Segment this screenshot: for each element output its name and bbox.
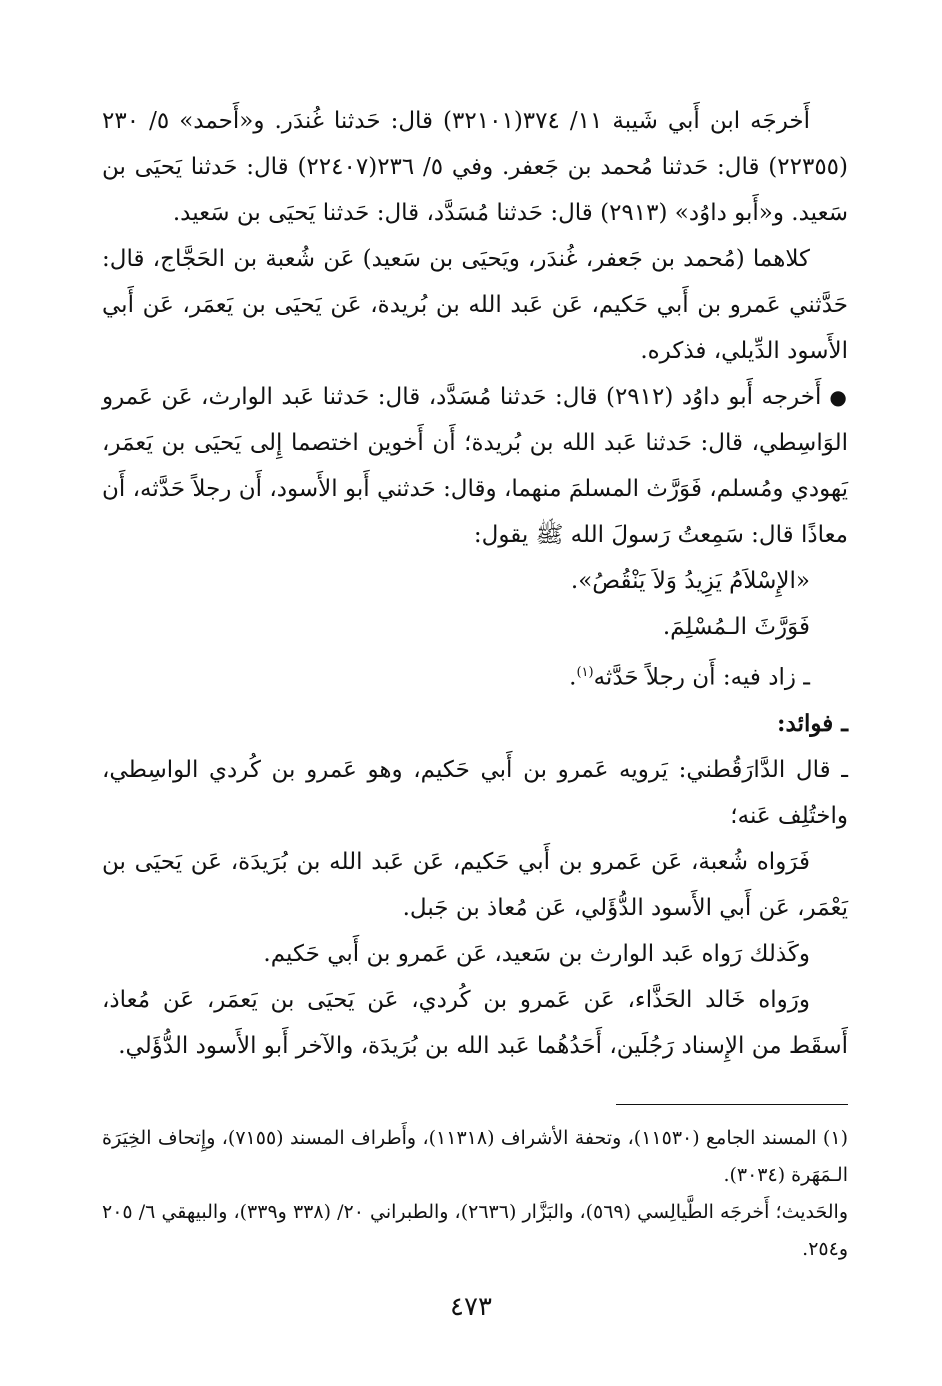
addition-text: ـ زاد فيه: أَن رجلاً حَدَّثه [593, 664, 810, 691]
takhrij-paragraph-3 [102, 374, 848, 558]
bullet-icon: ● [829, 385, 849, 409]
main-text [102, 98, 848, 1069]
addition-line [102, 650, 848, 701]
footnote-2: والحَديث؛ أَخرجَه الطَّيالِسي (٥٦٩)، والبَزَّار (٢٦٣٦)، والطبراني ٢٠/ (٣٣٨ و٣٣٩)، والبيهقي ٦/ ٢٠٥ و٢٥٤. [102, 1201, 849, 1260]
benefits-paragraph-2: فَرَواه شُعبة، عَن عَمرو بن أَبي حَكيم، عَن عَبد الله بن بُرَيدَة، عَن يَحيَى بن يَعْمَر، عَن أَبي الأَسود الدُّؤَلي، عَن مُعاذ بن جَبل. [102, 848, 848, 921]
footnote-divider [616, 1104, 848, 1105]
benefits-paragraph-1: ـ قال الدَّارَقُطني: يَرويه عَمرو بن أَبي حَكيم، وهو عَمرو بن كُردي الواسِطي، واختُلِف عَنه؛ [102, 756, 848, 829]
footnotes [102, 1120, 848, 1268]
benefits-paragraph-3: وكَذلك رَواه عَبد الوارث بن سَعيد، عَن عَمرو بن أَبي حَكيم. [263, 940, 810, 967]
addition-end: . [569, 664, 577, 691]
hadith-continuation: فَوَرَّثَ الـمُسْلِمَ. [662, 614, 810, 640]
hadith-text: «الإِسْلاَمُ يَزِيدُ وَلاَ يَنْقُصُ». [570, 568, 810, 594]
benefits-heading: ـ فوائد: [777, 709, 848, 737]
page-number: ٤٧٣ [450, 1292, 492, 1322]
footnote-marker: (١) [576, 665, 594, 680]
benefits-paragraph-4: ورَواه خَالد الحَذَّاء، عَن عَمرو بن كُردي، عَن يَحيَى بن يَعمَر، عَن مُعاذ، أَسقَط من الإِسناد رَجُلَين، أَحَدُهُما عَبد الله بن بُرَيدَة، والآخر أَبو الأَسود الدُّؤَلي. [102, 986, 848, 1059]
takhrij-paragraph-1: أَخرجَه ابن أَبي شَيبة ١١/ ٣٧٤(٣٢١٠١) قال: حَدثنا غُندَر. و«أَحمد» ٥/ ٢٣٠ (٢٢٣٥٥) قال: حَدثنا مُحمد بن جَعفر. وفي ٥/ ٢٣٦(٢٢٤٠٧) قال: حَدثنا يَحيَى بن سَعيد. و«أَبو داوُد» (٢٩١٣) قال: حَدثنا مُسَدَّد، قال: حَدثنا يَحيَى بن سَعيد. [102, 108, 849, 226]
footnote-1: (١) المسند الجامع (١١٥٣٠)، وتحفة الأشراف (١١٣١٨)، وأَطراف المسند (٧١٥٥)، وإِتحاف الخِيَرَة الـمَهَرة (٣٠٣٤). [102, 1127, 848, 1186]
takhrij-paragraph-3-text: أَخرجه أَبو داوُد (٢٩١٢) قال: حَدثنا مُسَدَّد، قال: حَدثنا عَبد الوارث، عَن عَمرو الوَاسِطي، قال: حَدثنا عَبد الله بن بُريدة؛ أَن أَخوين اختصما إِلى يَحيَى بن يَعمَر، يَهودي ومُسلم، فَوَرَّث المسلمَ منهما، وقال: حَدثني أَبو الأَسود، أَن رجلاً حَدَّثه، أَن معاذًا قال: سَمِعتُ رَسولَ الله ﷺ يقول: [102, 384, 848, 548]
takhrij-paragraph-2: كلاهما (مُحمد بن جَعفر، غُندَر، ويَحيَى بن سَعيد) عَن شُعبة بن الحَجَّاج، قال: حَدَّثني عَمرو بن أَبي حَكيم، عَن عَبد الله بن بُريدة، عَن يَحيَى بن يَعمَر، عَن أَبي الأَسود الدِّيلي، فذكره. [102, 246, 848, 364]
